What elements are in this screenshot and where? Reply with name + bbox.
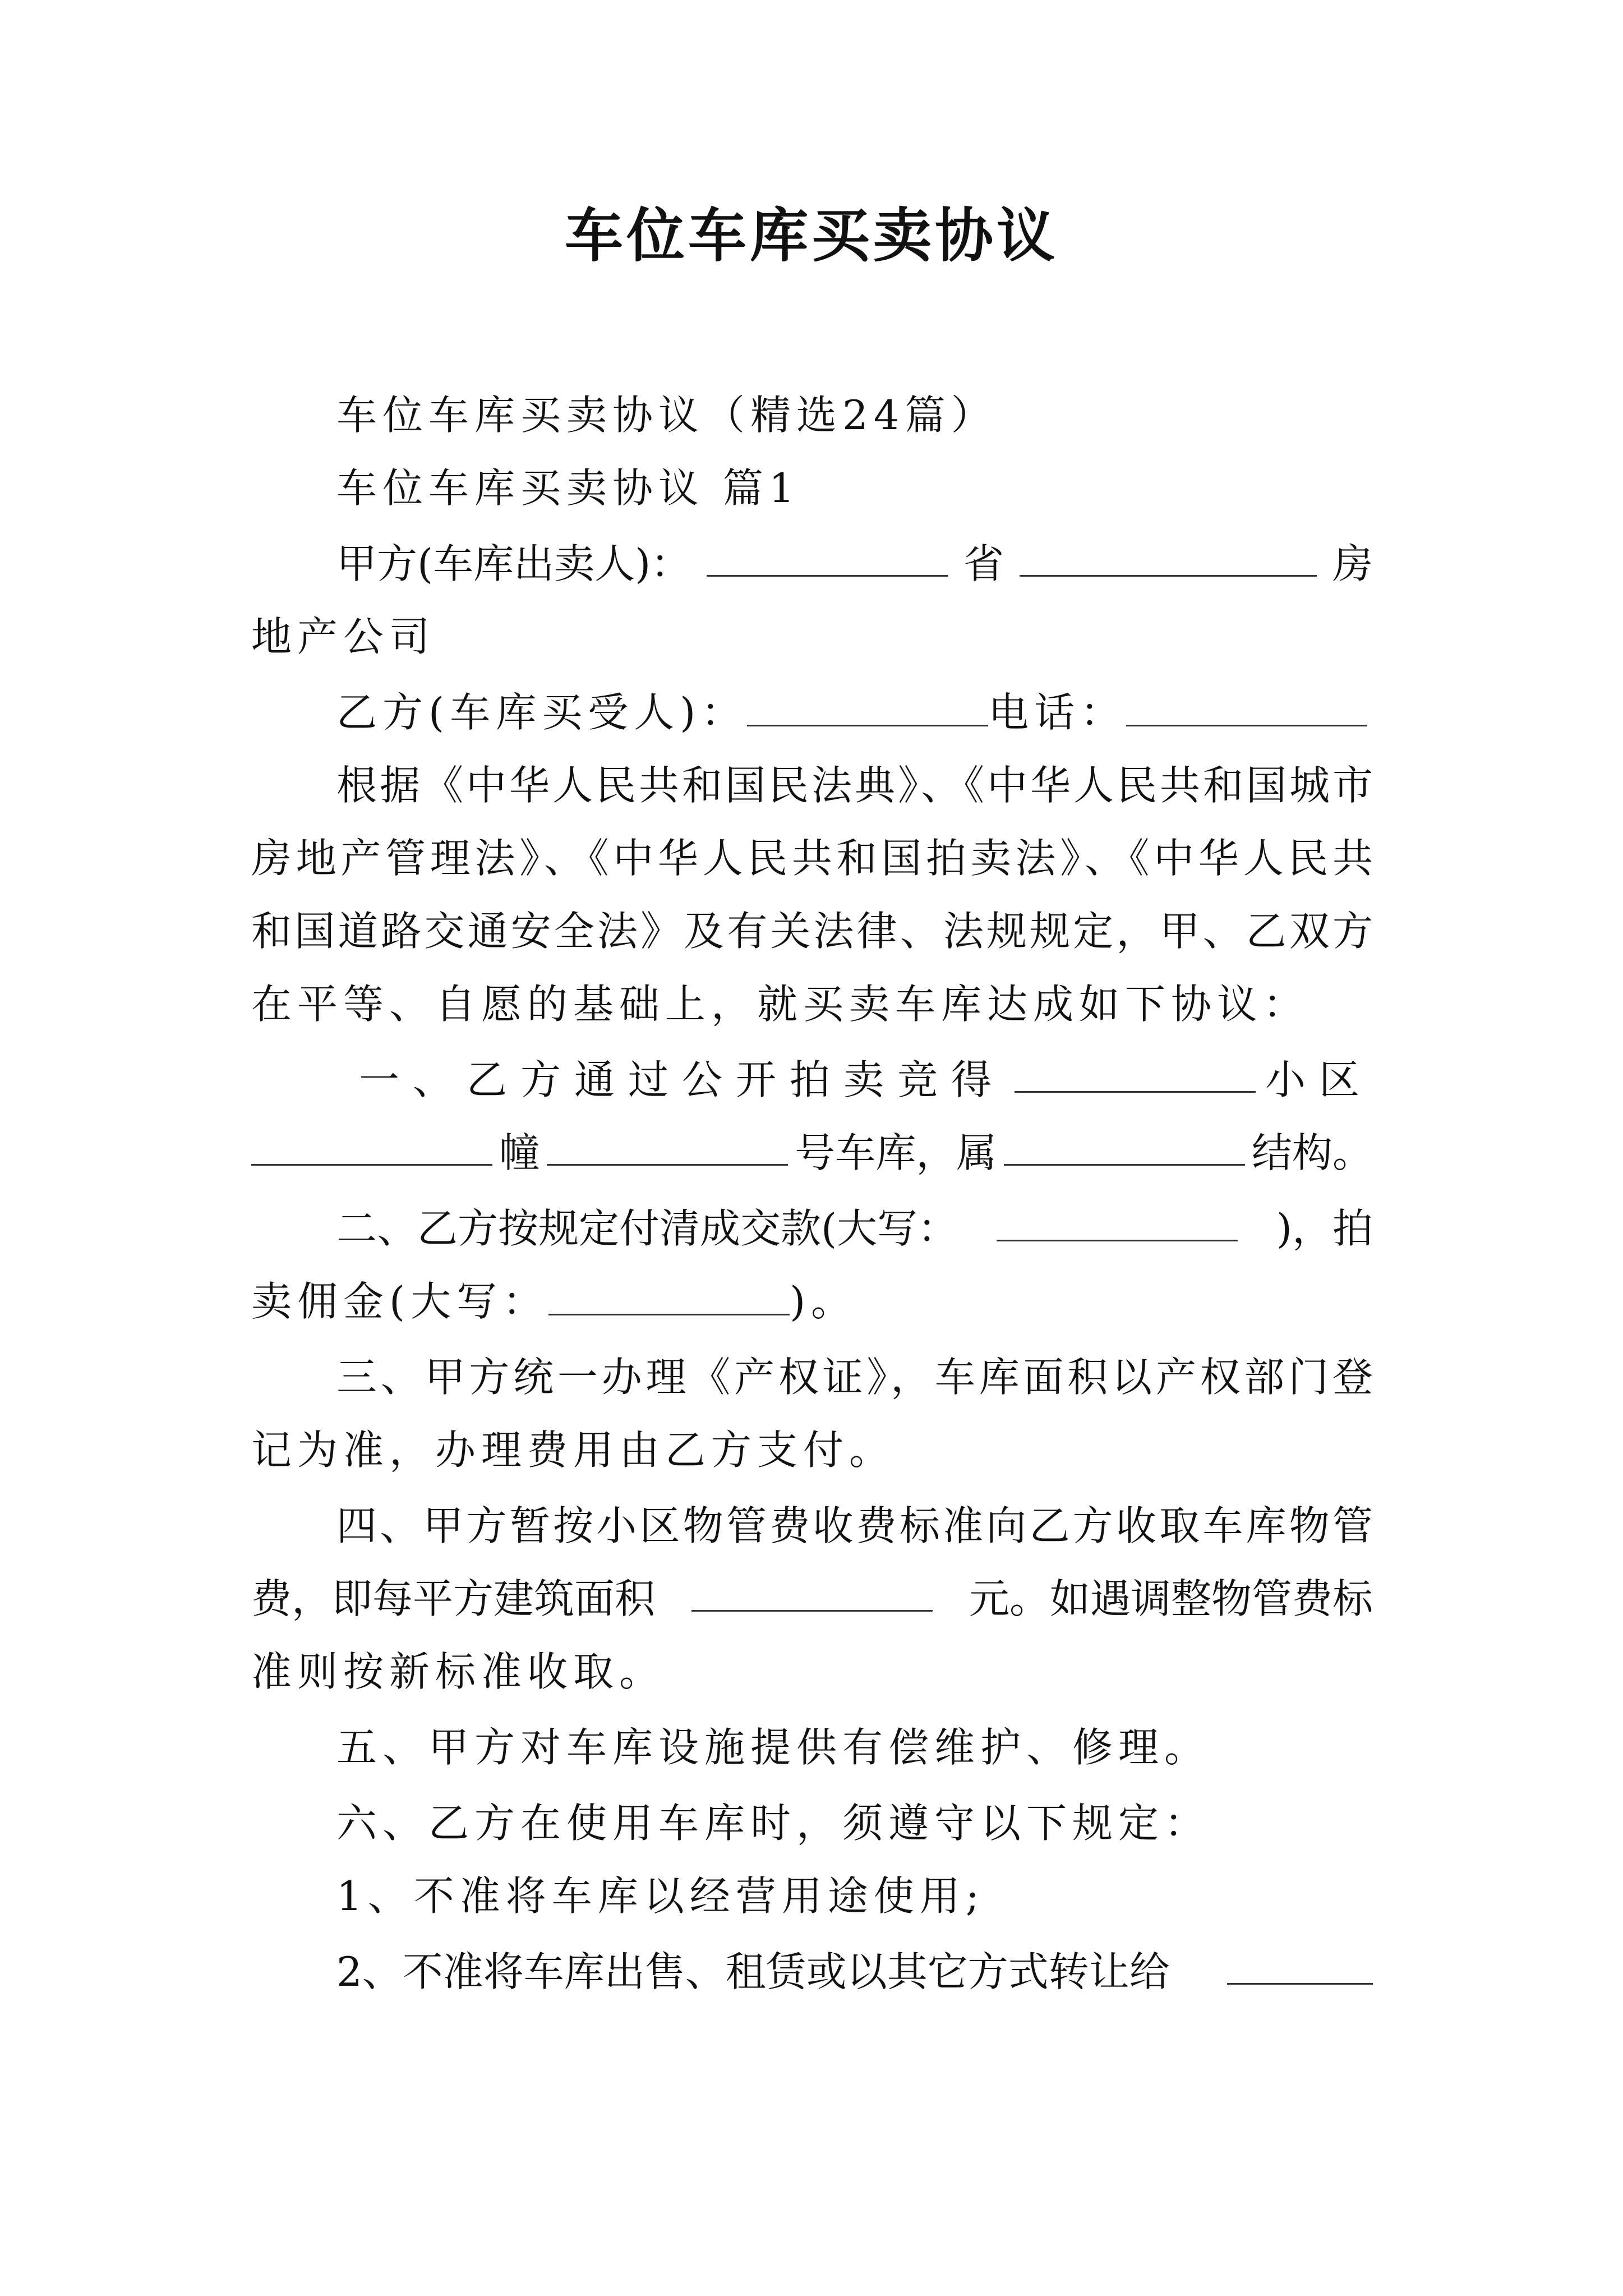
price-blank bbox=[997, 1200, 1238, 1241]
structure-label: 结构。 bbox=[1251, 1129, 1373, 1176]
body-paragraph-line: 房地产管理法》、《中华人民共和国拍卖法》、《中华人民共 bbox=[251, 835, 1373, 882]
clause-4-line: 四、甲方暂按小区物管费收费标准向乙方收取车库物管 bbox=[336, 1502, 1373, 1549]
community-blank bbox=[1015, 1052, 1256, 1093]
phone-blank bbox=[1126, 685, 1367, 726]
rule-2-text: 2、不准将车库出售、租赁或以其它方式转让给 bbox=[336, 1948, 1170, 1995]
commission-label: 卖佣金(大写： bbox=[251, 1278, 549, 1325]
rule-2-line bbox=[336, 1944, 1373, 2000]
body-paragraph-line: 根据《中华人民共和国民法典》、《中华人民共和国城市 bbox=[336, 762, 1373, 809]
fee-blank bbox=[691, 1571, 933, 1612]
clause-4-line-cont bbox=[251, 1571, 1373, 1627]
community-label: 小区 bbox=[1265, 1056, 1373, 1103]
clause-5-line: 五、甲方对车库设施提供有偿维护、修理。 bbox=[336, 1724, 1211, 1771]
fee-label: 费，即每平方建筑面积 bbox=[251, 1575, 656, 1622]
company-label-start: 房 bbox=[1332, 540, 1373, 587]
body-paragraph-line: 和国道路交通安全法》及有关法律、法规规定，甲、乙双方 bbox=[251, 908, 1373, 955]
subtitle-line: 车位车库买卖协议（精选24篇） bbox=[336, 392, 997, 439]
clause-4-line-cont2: 准则按新标准收取。 bbox=[251, 1648, 666, 1695]
party-b-line bbox=[336, 684, 1373, 740]
building-blank bbox=[251, 1125, 492, 1166]
clause-2-line bbox=[336, 1200, 1373, 1257]
clause-2-text: 二、乙方按规定付清成交款(大写： bbox=[336, 1205, 958, 1252]
clause-3-line-cont: 记为准，办理费用由乙方支付。 bbox=[251, 1427, 896, 1474]
section-heading: 车位车库买卖协议 篇1 bbox=[336, 464, 800, 512]
clause-2-text-end: )，拍 bbox=[1276, 1205, 1373, 1252]
fee-label-end: 元。如遇调整物管费标 bbox=[969, 1575, 1373, 1622]
building-label: 幢 bbox=[499, 1129, 540, 1176]
phone-label: 电话： bbox=[988, 689, 1127, 736]
clause-1-line bbox=[359, 1052, 1373, 1108]
garage-number-label: 号车库，属 bbox=[795, 1129, 997, 1176]
clause-3-line: 三、甲方统一办理《产权证》，车库面积以产权部门登 bbox=[336, 1354, 1373, 1401]
party-b-blank bbox=[747, 685, 988, 726]
party-b-label: 乙方(车库买受人)： bbox=[336, 689, 748, 736]
clause-1-text: 一、乙方通过公开拍卖竞得 bbox=[359, 1056, 1006, 1103]
garage-number-blank bbox=[547, 1125, 788, 1166]
document-title: 车位车库买卖协议 bbox=[564, 201, 1058, 270]
province-blank bbox=[707, 536, 948, 577]
party-a-label: 甲方(车库出卖人)： bbox=[336, 540, 691, 587]
commission-end: )。 bbox=[790, 1278, 857, 1325]
rule-1-line: 1、不准将车库以经营用途使用; bbox=[336, 1872, 985, 1920]
transferee-blank bbox=[1227, 1944, 1373, 1985]
structure-blank bbox=[1004, 1125, 1245, 1166]
party-a-line bbox=[336, 536, 1373, 592]
clause-2-line-cont bbox=[251, 1273, 1373, 1329]
company-blank bbox=[1020, 536, 1317, 577]
clause-1-line-cont bbox=[251, 1125, 1373, 1181]
body-paragraph-line: 在平等、自愿的基础上，就买卖车库达成如下协议： bbox=[251, 981, 1310, 1028]
clause-6-line: 六、乙方在使用车库时，须遵守以下规定： bbox=[336, 1800, 1211, 1847]
commission-blank bbox=[548, 1274, 790, 1315]
province-label: 省 bbox=[963, 540, 1004, 587]
party-a-line-cont: 地产公司 bbox=[251, 613, 436, 660]
